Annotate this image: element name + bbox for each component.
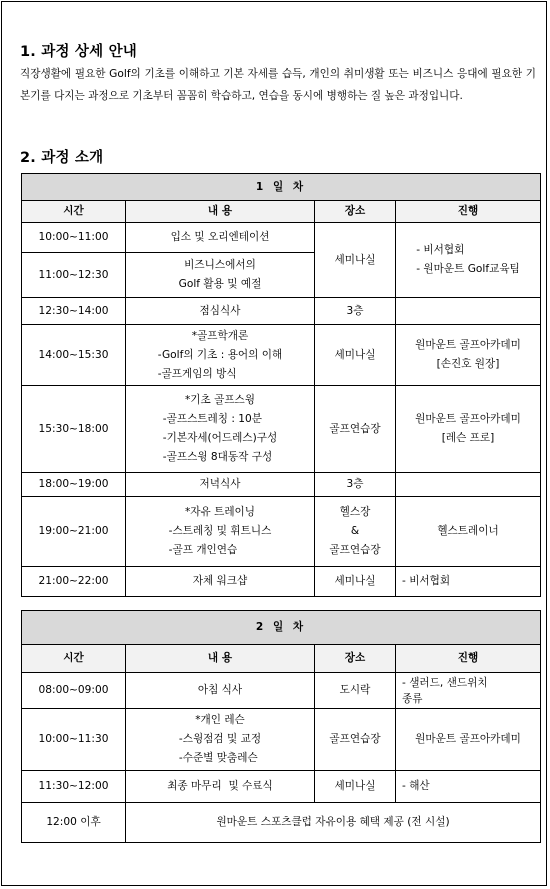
host-cell: - 샐러드, 샌드위치 종류	[396, 673, 541, 709]
host-cell	[396, 298, 541, 325]
table-row	[22, 386, 541, 473]
place-cell: 골프연습장	[315, 709, 396, 771]
place-cell: 골프연습장	[315, 386, 396, 473]
time-cell: 21:00~22:00	[22, 567, 126, 597]
day1-schedule-table	[21, 173, 541, 597]
table-row	[22, 673, 541, 709]
table-row	[22, 325, 541, 386]
time-cell: 11:00~12:30	[22, 253, 126, 298]
table-row	[22, 298, 541, 325]
time-cell: 11:30~12:00	[22, 771, 126, 803]
course-description: 직장생활에 필요한 Golf의 기초를 이해하고 기본 자세를 습득, 개인의 취미생활 또는 비즈니스 응대에 필요한 기본기를 다지는 과정으로 기초부터 꼼꼼히 학습하고, 연습을 동시에 병행하는 질 높은 과정입니다.	[20, 68, 536, 102]
content-cell: 자체 워크샵	[126, 567, 315, 597]
time-cell: 19:00~21:00	[22, 497, 126, 567]
table-row	[22, 497, 541, 567]
table-row	[22, 709, 541, 771]
host-cell: 원마운트 골프아카데미 [레슨 프로]	[396, 386, 541, 473]
col-content-header: 내 용	[126, 201, 315, 223]
host-cell: 원마운트 골프아카데미 [손진호 원장]	[396, 325, 541, 386]
time-cell: 08:00~09:00	[22, 673, 126, 709]
place-cell: 세미나실	[315, 325, 396, 386]
col-host-header: 진행	[396, 201, 541, 223]
day2-schedule-table	[21, 610, 541, 843]
col-place-header: 장소	[315, 645, 396, 673]
time-cell: 10:00~11:00	[22, 223, 126, 253]
day1-header: 1 일 차	[22, 174, 541, 201]
content-cell: 최종 마무리 및 수료식	[126, 771, 315, 803]
content-cell: 입소 및 오리엔테이션	[126, 223, 315, 253]
host-cell: - 해산	[396, 771, 541, 803]
col-content-header: 내 용	[126, 645, 315, 673]
table-row	[22, 803, 541, 843]
table-row	[22, 223, 541, 253]
content-cell: 아침 식사	[126, 673, 315, 709]
place-cell: 세미나실	[315, 567, 396, 597]
time-cell: 12:00 이후	[22, 803, 126, 843]
place-cell: 헬스장 & 골프연습장	[315, 497, 396, 567]
section-title-course-intro: 2. 과정 소개	[20, 150, 104, 166]
col-time-header: 시간	[22, 201, 126, 223]
col-time-header: 시간	[22, 645, 126, 673]
time-cell: 14:00~15:30	[22, 325, 126, 386]
col-place-header: 장소	[315, 201, 396, 223]
place-cell: 세미나실	[315, 223, 396, 298]
table-row	[22, 771, 541, 803]
content-cell: 점심식사	[126, 298, 315, 325]
time-cell: 18:00~19:00	[22, 473, 126, 497]
host-cell: - 비서협회 - 원마운트 Golf교육팀	[396, 223, 541, 298]
host-cell: 헬스트레이너	[396, 497, 541, 567]
col-host-header: 진행	[396, 645, 541, 673]
content-cell: *자유 트레이닝 -스트레칭 및 휘트니스 -골프 개인연습	[126, 497, 315, 567]
place-cell: 세미나실	[315, 771, 396, 803]
content-cell: 비즈니스에서의 Golf 활용 및 예절	[126, 253, 315, 298]
table-row	[22, 567, 541, 597]
host-cell: - 비서협회	[396, 567, 541, 597]
content-cell: 원마운트 스포츠클럽 자유이용 혜택 제공 (전 시설)	[126, 803, 541, 843]
time-cell: 10:00~11:30	[22, 709, 126, 771]
host-cell	[396, 473, 541, 497]
content-cell: *기초 골프스윙 -골프스트레칭 : 10분 -기본자세(어드레스)구성 -골프스윙 8대동작 구성	[126, 386, 315, 473]
place-cell: 도시락	[315, 673, 396, 709]
time-cell: 15:30~18:00	[22, 386, 126, 473]
content-cell: *골프학개론 -Golf의 기초 : 용어의 이해 -골프게임의 방식	[126, 325, 315, 386]
content-cell: *개인 레슨 -스윙점검 및 교정 -수준별 맞춤레슨	[126, 709, 315, 771]
host-cell: 원마운트 골프아카데미	[396, 709, 541, 771]
place-cell: 3층	[315, 298, 396, 325]
day2-header: 2 일 차	[22, 611, 541, 645]
time-cell: 12:30~14:00	[22, 298, 126, 325]
content-cell: 저녁식사	[126, 473, 315, 497]
section-title-course-details: 1. 과정 상세 안내	[20, 44, 137, 60]
place-cell: 3층	[315, 473, 396, 497]
table-row	[22, 473, 541, 497]
